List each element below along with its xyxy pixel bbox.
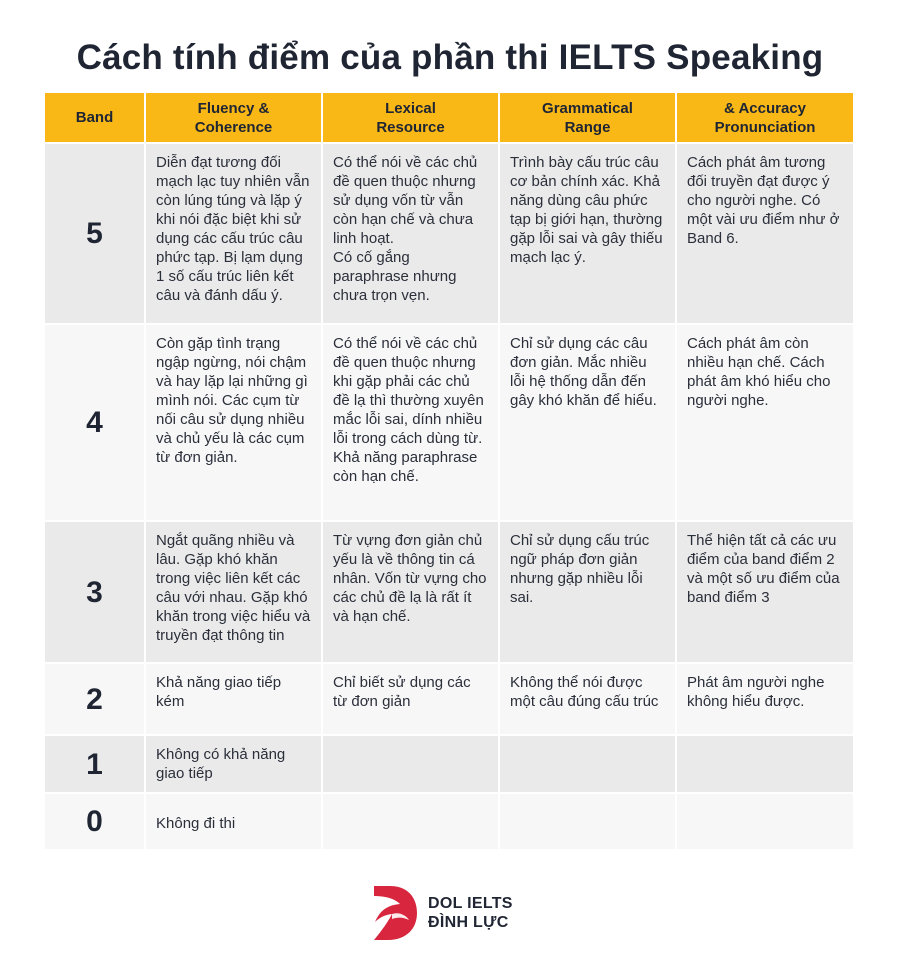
fluency-cell: Ngắt quãng nhiều và lâu. Gặp khó khăn trong việc liên kết các câu với nhau. Gặp khó khăn trong việc hiểu và truyền đạt thông tin	[145, 521, 322, 663]
grammar-cell: Chỉ sử dụng cấu trúc ngữ pháp đơn giản nhưng gặp nhiều lỗi sai.	[499, 521, 676, 663]
pronunciation-cell: Cách phát âm còn nhiều hạn chế. Cách phát âm khó hiểu cho người nghe.	[676, 324, 853, 521]
band-number: 1	[45, 735, 145, 793]
band-number: 3	[45, 521, 145, 663]
header-lexical-resource: Lexical Resource	[322, 93, 499, 143]
band-number: 0	[45, 793, 145, 849]
brand-name	[428, 894, 513, 932]
pronunciation-cell	[676, 793, 853, 849]
grammar-cell: Trình bày cấu trúc câu cơ bản chính xác. Khả năng dùng câu phức tạp bị giới hạn, thường gặp lỗi sai và gây thiếu mạch lạc ý.	[499, 143, 676, 324]
grammar-cell	[499, 793, 676, 849]
grammar-cell	[499, 735, 676, 793]
dol-logo-icon	[372, 884, 418, 942]
lexical-cell: Có thể nói về các chủ đề quen thuộc nhưng khi gặp phải các chủ đề lạ thì thường xuyên mắc lỗi sai, dính nhiều lỗi trong cách dùng từ. Khả năng paraphrase còn hạn chế.	[322, 324, 499, 521]
fluency-cell: Không có khả năng giao tiếp	[145, 735, 322, 793]
lexical-cell: Từ vựng đơn giản chủ yếu là về thông tin cá nhân. Vốn từ vựng cho các chủ đề lạ là rất ít và hạn chế.	[322, 521, 499, 663]
lexical-cell	[322, 793, 499, 849]
fluency-cell: Không đi thi	[145, 793, 322, 849]
brand-logo-block	[372, 884, 513, 942]
pronunciation-cell	[676, 735, 853, 793]
pronunciation-cell: Cách phát âm tương đối truyền đạt được ý cho người nghe. Có một vài ưu điểm như ở Band 6.	[676, 143, 853, 324]
header-grammatical-range: Grammatical Range	[499, 93, 676, 143]
brand-line-1: DOL IELTS	[428, 895, 513, 912]
fluency-cell: Diễn đạt tương đối mạch lạc tuy nhiên vẫn còn lúng túng và lặp ý khi nói đặc biệt khi sử dụng các cấu trúc câu phức tạp. Bị lạm dụng 1 số cấu trúc liên kết câu và đánh dấu ý.	[145, 143, 322, 324]
pronunciation-cell: Phát âm người nghe không hiểu được.	[676, 663, 853, 735]
lexical-cell: Có thể nói về các chủ đề quen thuộc nhưng sử dụng vốn từ vẫn còn hạn chế và chưa linh hoạt. Có cố gắng paraphrase nhưng chưa trọn vẹn.	[322, 143, 499, 324]
pronunciation-cell: Thể hiện tất cả các ưu điểm của band điểm 2 và một số ưu điểm của band điểm 3	[676, 521, 853, 663]
table-row-band-3	[45, 521, 853, 663]
table-row-band-0	[45, 793, 853, 849]
band-number: 5	[45, 143, 145, 324]
band-number: 2	[45, 663, 145, 735]
header-fluency-coherence: Fluency & Coherence	[145, 93, 322, 143]
table-row-band-5	[45, 143, 853, 324]
band-score-table	[45, 93, 853, 849]
lexical-cell: Chỉ biết sử dụng các từ đơn giản	[322, 663, 499, 735]
table-row-band-4	[45, 324, 853, 521]
band-number: 4	[45, 324, 145, 521]
table-row-band-2	[45, 663, 853, 735]
table-header-row	[45, 93, 853, 143]
brand-line-2: ĐÌNH LỰC	[428, 914, 509, 931]
header-accuracy-pronunciation: & Accuracy Pronunciation	[676, 93, 853, 143]
grammar-cell: Không thể nói được một câu đúng cấu trúc	[499, 663, 676, 735]
header-band: Band	[45, 93, 145, 143]
page-title: Cách tính điểm của phần thi IELTS Speaking	[76, 38, 824, 77]
lexical-cell	[322, 735, 499, 793]
grammar-cell: Chỉ sử dụng các câu đơn giản. Mắc nhiều lỗi hệ thống dẫn đến gây khó khăn để hiểu.	[499, 324, 676, 521]
fluency-cell: Khả năng giao tiếp kém	[145, 663, 322, 735]
table-row-band-1	[45, 735, 853, 793]
fluency-cell: Còn gặp tình trạng ngập ngừng, nói chậm và hay lặp lại những gì mình nói. Các cụm từ nối câu sử dụng nhiều và chủ yếu là các cụm từ đơn giản.	[145, 324, 322, 521]
